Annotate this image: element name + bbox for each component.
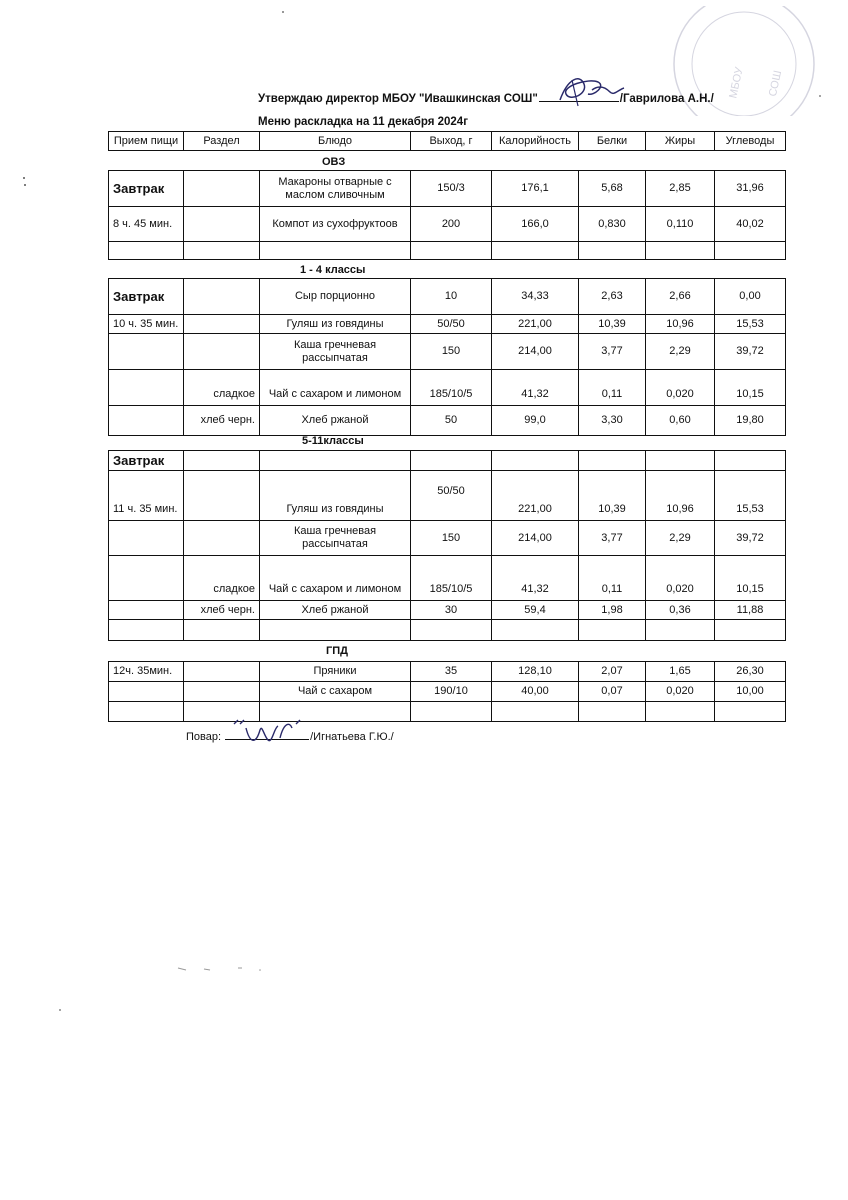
- output-cell: 185/10/5: [411, 370, 492, 406]
- proteins-cell: 10,39: [579, 471, 646, 521]
- col-header-section: Раздел: [184, 132, 260, 151]
- meal-cell: Завтрак: [109, 171, 184, 207]
- carbs-cell: 15,53: [715, 315, 786, 334]
- dish-cell: Каша гречневая рассыпчатая: [260, 334, 411, 370]
- dish-cell: Чай с сахаром и лимоном: [260, 370, 411, 406]
- output-cell: 185/10/5: [411, 556, 492, 601]
- dish-cell: Макароны отварные с маслом сливочным: [260, 171, 411, 207]
- approval-prefix: Утверждаю директор МБОУ "Ивашкинская СОШ": [258, 93, 538, 105]
- calories-cell: 221,00: [492, 315, 579, 334]
- col-header-proteins: Белки: [579, 132, 646, 151]
- dish-cell: Сыр порционно: [260, 279, 411, 315]
- dish-cell: Гуляш из говядины: [260, 315, 411, 334]
- section-title-grades-1-4: 1 - 4 классы: [300, 264, 366, 276]
- fats-cell: 0,020: [646, 556, 715, 601]
- col-header-carbs: Углеводы: [715, 132, 786, 151]
- approval-suffix: /Гаврилова А.Н./: [619, 93, 714, 105]
- col-header-calories: Калорийность: [492, 132, 579, 151]
- carbs-cell: 15,53: [715, 471, 786, 521]
- fats-cell: 2,85: [646, 171, 715, 207]
- proteins-cell: 10,39: [579, 315, 646, 334]
- meal-time-cell: 11 ч. 35 мин.: [109, 471, 184, 521]
- proteins-cell: 0,11: [579, 556, 646, 601]
- fats-cell: 2,66: [646, 279, 715, 315]
- output-cell: 10: [411, 279, 492, 315]
- meal-time-cell: 10 ч. 35 мин.: [109, 315, 184, 334]
- output-cell: 150: [411, 334, 492, 370]
- calories-cell: 41,32: [492, 556, 579, 601]
- section-title-ovz: ОВЗ: [322, 156, 346, 168]
- proteins-cell: 0,830: [579, 207, 646, 242]
- carbs-cell: 10,15: [715, 556, 786, 601]
- cook-prefix: Повар:: [186, 731, 222, 743]
- proteins-cell: 1,98: [579, 601, 646, 620]
- dish-cell: Чай с сахаром: [260, 682, 411, 702]
- meal-cell: Завтрак: [109, 451, 184, 471]
- carbs-cell: 19,80: [715, 406, 786, 436]
- proteins-cell: 5,68: [579, 171, 646, 207]
- carbs-cell: 26,30: [715, 662, 786, 682]
- dish-cell: Пряники: [260, 662, 411, 682]
- fats-cell: 0,36: [646, 601, 715, 620]
- calories-cell: 40,00: [492, 682, 579, 702]
- proteins-cell: 3,30: [579, 406, 646, 436]
- calories-cell: 221,00: [492, 471, 579, 521]
- meal-time-cell: 12ч. 35мин.: [109, 662, 184, 682]
- section-cell: сладкое: [184, 556, 260, 601]
- meal-time-cell: 8 ч. 45 мин.: [109, 207, 184, 242]
- cook-suffix: /Игнатьева Г.Ю./: [310, 731, 394, 743]
- dish-cell: Хлеб ржаной: [260, 601, 411, 620]
- fats-cell: 0,020: [646, 682, 715, 702]
- section-cell: хлеб черн.: [184, 406, 260, 436]
- section-cell: хлеб черн.: [184, 601, 260, 620]
- section-cell: сладкое: [184, 370, 260, 406]
- svg-text:МБОУ: МБОУ: [727, 66, 746, 100]
- proteins-cell: 0,07: [579, 682, 646, 702]
- output-cell: 30: [411, 601, 492, 620]
- carbs-cell: 40,02: [715, 207, 786, 242]
- fats-cell: 10,96: [646, 315, 715, 334]
- proteins-cell: 0,11: [579, 370, 646, 406]
- dish-cell: Хлеб ржаной: [260, 406, 411, 436]
- calories-cell: 99,0: [492, 406, 579, 436]
- proteins-cell: 3,77: [579, 521, 646, 556]
- section-title-gpd: ГПД: [326, 645, 348, 657]
- carbs-cell: 31,96: [715, 171, 786, 207]
- proteins-cell: 2,07: [579, 662, 646, 682]
- dish-cell: Чай с сахаром и лимоном: [260, 556, 411, 601]
- calories-cell: 34,33: [492, 279, 579, 315]
- carbs-cell: 39,72: [715, 521, 786, 556]
- dish-cell: Гуляш из говядины: [260, 471, 411, 521]
- output-cell: 150: [411, 521, 492, 556]
- fats-cell: 10,96: [646, 471, 715, 521]
- output-cell: 190/10: [411, 682, 492, 702]
- col-header-dish: Блюдо: [260, 132, 411, 151]
- output-cell: 200: [411, 207, 492, 242]
- output-cell: 150/3: [411, 171, 492, 207]
- calories-cell: 214,00: [492, 521, 579, 556]
- col-header-fats: Жиры: [646, 132, 715, 151]
- fats-cell: 0,60: [646, 406, 715, 436]
- calories-cell: 128,10: [492, 662, 579, 682]
- calories-cell: 41,32: [492, 370, 579, 406]
- col-header-meal: Прием пищи: [109, 132, 184, 151]
- fats-cell: 0,020: [646, 370, 715, 406]
- calories-cell: 59,4: [492, 601, 579, 620]
- carbs-cell: 10,15: [715, 370, 786, 406]
- output-cell: 35: [411, 662, 492, 682]
- svg-text:СОШ: СОШ: [766, 69, 785, 98]
- calories-cell: 166,0: [492, 207, 579, 242]
- carbs-cell: 11,88: [715, 601, 786, 620]
- proteins-cell: 3,77: [579, 334, 646, 370]
- fats-cell: 1,65: [646, 662, 715, 682]
- carbs-cell: 0,00: [715, 279, 786, 315]
- carbs-cell: 10,00: [715, 682, 786, 702]
- dish-cell: Компот из сухофруктоов: [260, 207, 411, 242]
- calories-cell: 214,00: [492, 334, 579, 370]
- fats-cell: 2,29: [646, 334, 715, 370]
- fats-cell: 2,29: [646, 521, 715, 556]
- carbs-cell: 39,72: [715, 334, 786, 370]
- col-header-output: Выход, г: [411, 132, 492, 151]
- calories-cell: 176,1: [492, 171, 579, 207]
- output-cell: 50/50: [411, 315, 492, 334]
- proteins-cell: 2,63: [579, 279, 646, 315]
- dish-cell: Каша гречневая рассыпчатая: [260, 521, 411, 556]
- meal-cell: Завтрак: [109, 279, 184, 315]
- page-title: Меню раскладка на 11 декабря 2024г: [258, 116, 468, 128]
- section-title-grades-5-11: 5-11классы: [302, 435, 364, 447]
- fats-cell: 0,110: [646, 207, 715, 242]
- output-cell: 50: [411, 406, 492, 436]
- output-cell: 50/50: [411, 471, 492, 521]
